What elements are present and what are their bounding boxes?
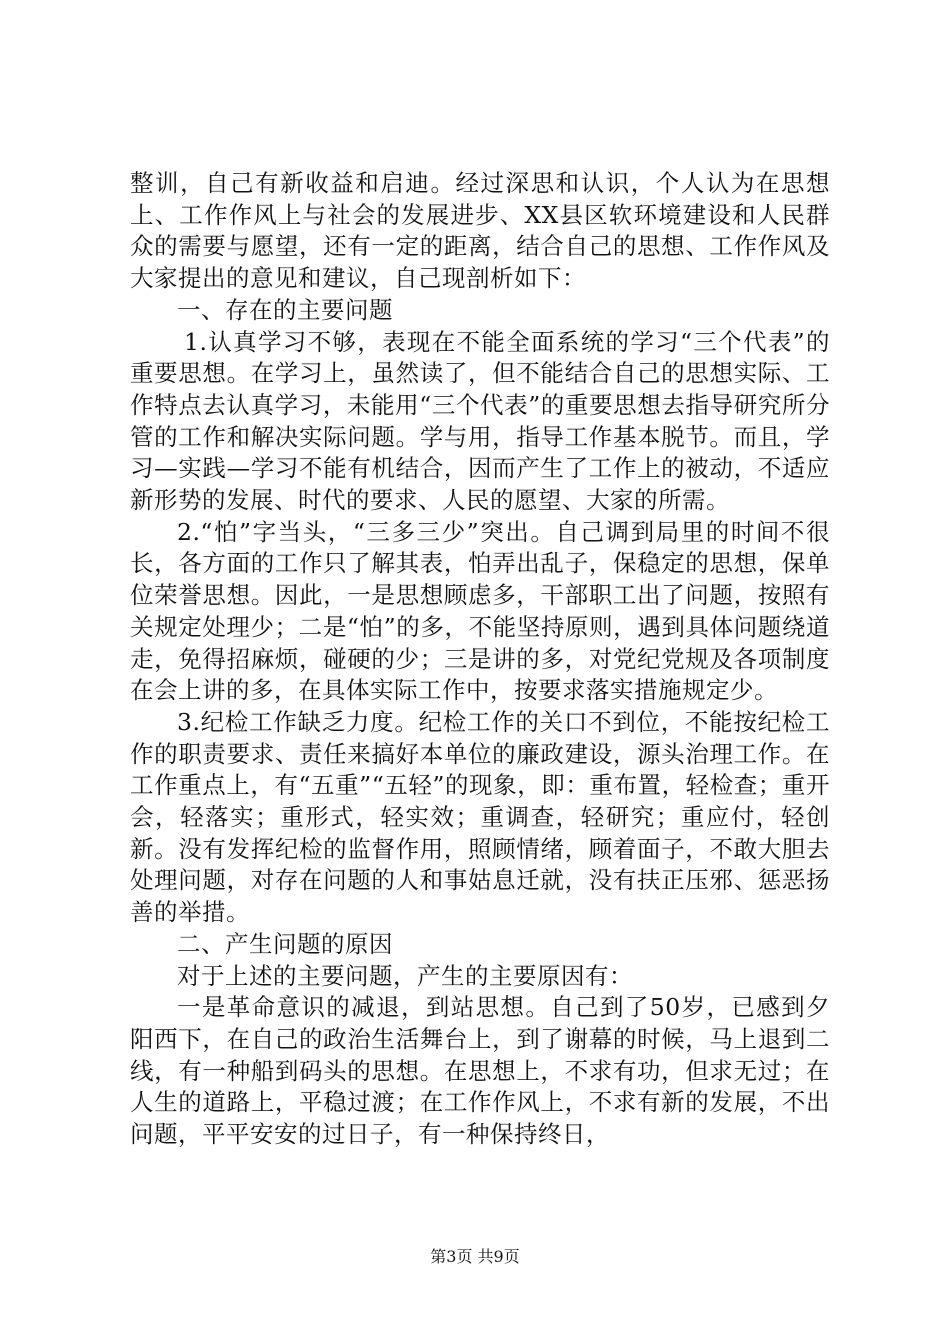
document-body bbox=[130, 168, 830, 1151]
paragraph-problem-1: 1.认真学习不够，表现在不能全面系统的学习“三个代表”的重要思想。在学习上，虽然读了，但不能结合自己的思想实际、工作特点去认真学习，未能用“三个代表”的重要思想去指导研究所分管的工作和解决实际问题。学与用，指导工作基本脱节。而且，学习—实践—学习不能有机结合，因而产生了工作上的被动，不适应新形势的发展、时代的要求、人民的愿望、大家的所需。 bbox=[130, 327, 830, 515]
heading-causes: 二、产生问题的原因 bbox=[177, 929, 393, 958]
paragraph-cause-1: 一是革命意识的减退，到站思想。自己到了50岁，已感到夕阳西下，在自己的政治生活舞台上，到了谢幕的时候，马上退到二线，有一种船到码头的思想。在思想上，不求有功，但求无过；在人生的道路上，平稳过渡；在工作作风上，不求有新的发展，不出问题，平平安安的过日子，有一种保持终日， bbox=[130, 993, 830, 1149]
paragraph-causes-intro: 对于上述的主要问题，产生的主要原因有： bbox=[177, 961, 633, 990]
heading-main-problems: 一、存在的主要问题 bbox=[177, 295, 393, 324]
paragraph-problem-2: 2.“怕”字当头，“三多三少”突出。自己调到局里的时间不很长，各方面的工作只了解其表，怕弄出乱子，保稳定的思想，保单位荣誉思想。因此，一是思想顾虑多，干部职工出了问题，按照有关规定处理少；二是“怕”的多，不能坚持原则，遇到具体问题绕道走，免得招麻烦，碰硬的少；三是讲的多，对党纪党规及各项制度在会上讲的多，在具体实际工作中，按要求落实措施规定少。 bbox=[130, 517, 830, 705]
page-number-footer: 第3页 共9页 bbox=[430, 1247, 520, 1266]
paragraph-intro: 整训，自己有新收益和启迪。经过深思和认识，个人认为在思想上、工作作风上与社会的发展进步、XX县区软环境建设和人民群众的需要与愿望，还有一定的距离，结合自己的思想、工作作风及大家提出的意见和建议，自己现剖析如下： bbox=[130, 169, 830, 293]
paragraph-problem-3: 3.纪检工作缺乏力度。纪检工作的关口不到位，不能按纪检工作的职责要求、责任来搞好本单位的廉政建设，源头治理工作。在工作重点上，有“五重”“五轻”的现象，即：重布置，轻检查；重开会，轻落实；重形式，轻实效；重调查，轻研究；重应付，轻创新。没有发挥纪检的监督作用，照顾情绪，顾着面子，不敢大胆去处理问题，对存在问题的人和事姑息迁就，没有扶正压邪、惩恶扬善的举措。 bbox=[130, 707, 830, 927]
